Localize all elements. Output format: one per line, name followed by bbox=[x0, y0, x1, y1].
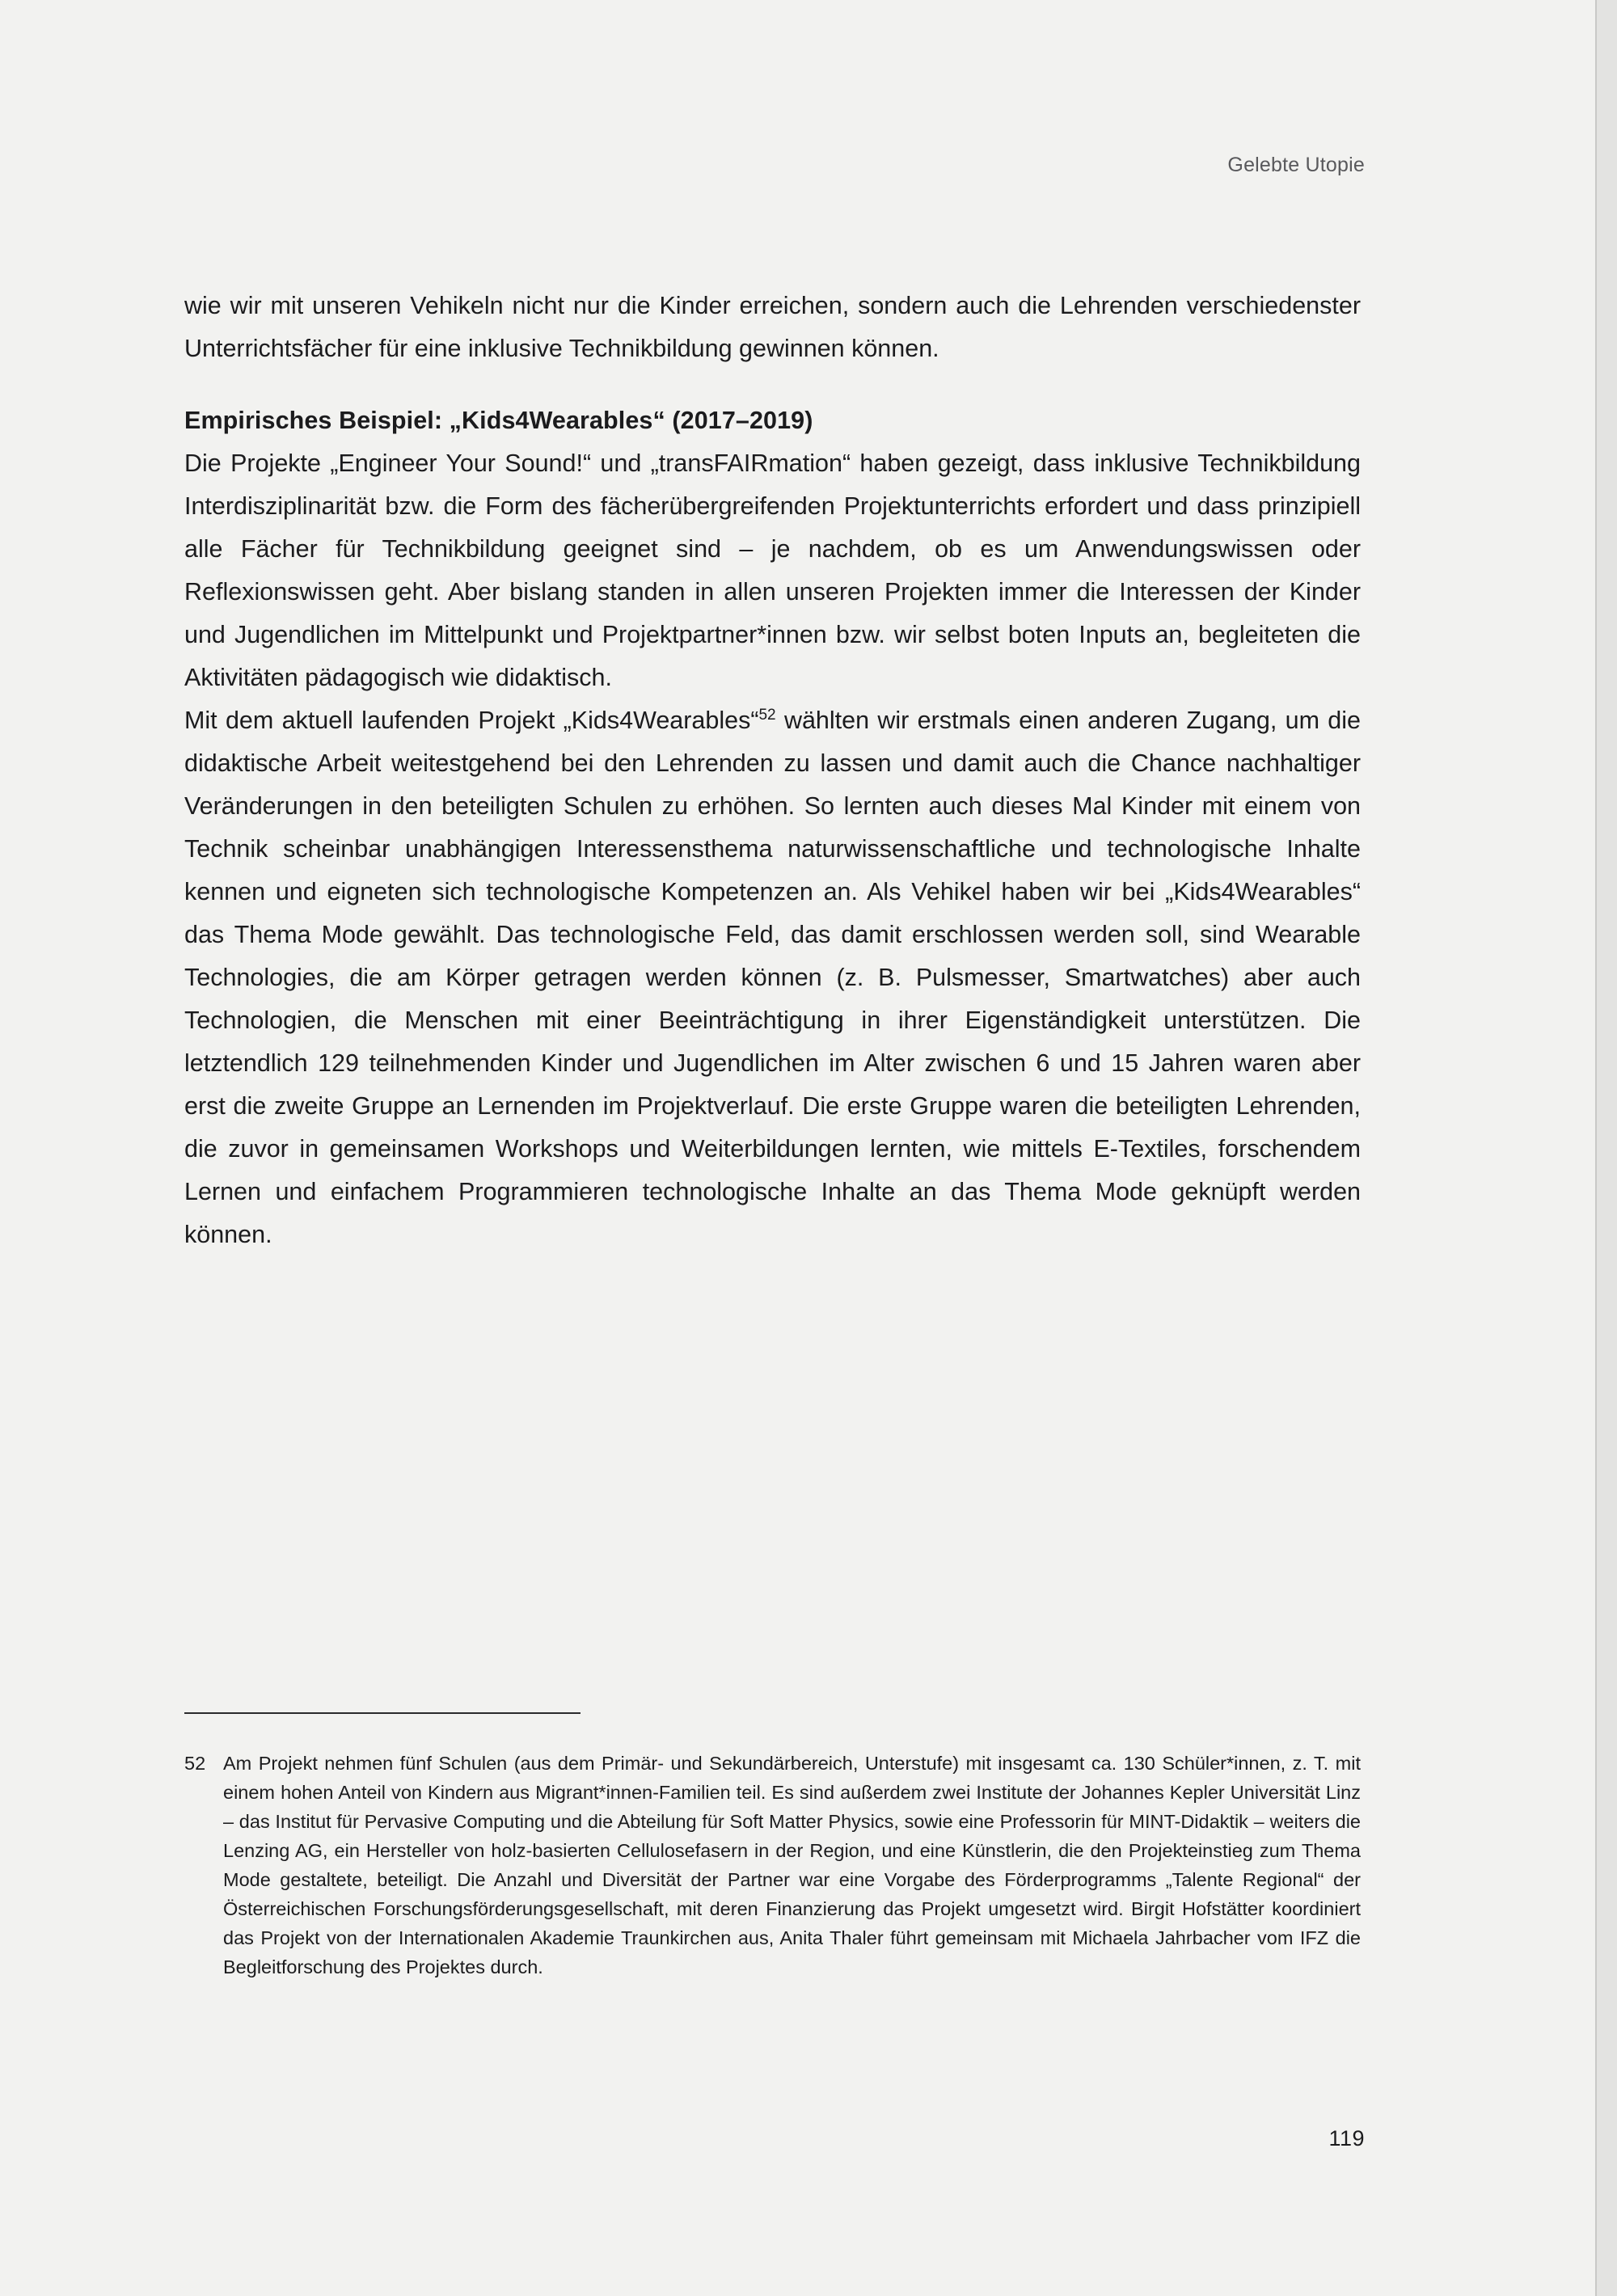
paragraph-kids4wearables bbox=[184, 699, 1361, 1256]
book-gutter-edge bbox=[1595, 0, 1617, 2296]
note-ref-suffix: wählten wir erstmals einen anderen Zugang, um die didaktische Arbeit weitestgehend bei den Lehrenden zu lassen und damit auch die Chance nachhaltiger Veränderungen in den beteiligten Schulen zu erhöhen. So lernten auch dieses Mal Kinder mit einem von Technik scheinbar unabhängigen Interessensthema naturwissenschaftliche und technologische Inhalte kennen und eigneten sich technologische Kompetenzen an. Als Vehikel haben wir bei „Kids4Wearables“ das Thema Mode gewählt. Das technologische Feld, das damit erschlossen werden soll, sind Wearable Technologies, die am Körper getragen werden können (z. B. Pulsmesser, Smartwatches) aber auch Technologien, die Menschen mit einer Beeinträchtigung in ihrer Eigenständigkeit unterstützen. Die letztendlich 129 teilnehmenden Kinder und Jugendlichen im Alter zwischen 6 und 15 Jahren waren aber erst die zweite Gruppe an Lernenden im Projektverlauf. Die erste Gruppe waren die beteiligten Lehrenden, die zuvor in gemeinsamen Workshops und Weiterbildungen lernten, wie mittels E-Textiles, forschendem Lernen und einfachem Programmieren technologische Inhalte an das Thema Mode geknüpft werden können. bbox=[184, 707, 1361, 1248]
footnote-block bbox=[184, 1749, 1361, 1982]
note-ref-prefix: Mit dem aktuell laufenden Projekt „Kids4Wearables“ bbox=[184, 707, 759, 734]
footnote-text: Am Projekt nehmen fünf Schulen (aus dem Primär- und Sekundärbereich, Unterstufe) mit insgesamt ca. 130 Schüler*innen, z. T. mit einem hohen Anteil von Kindern aus Migrant*innen-Familien teil. Es sind außerdem zwei Institute der Johannes Kepler Universität Linz – das Institut für Pervasive Computing und die Abteilung für Soft Matter Physics, sowie eine Professorin für MINT-Didaktik – weiters die Lenzing AG, ein Hersteller von holz-basierten Cellulosefasern in der Region, und eine Künstlerin, die den Projekteinstieg zum Thema Mode gestaltete, beteiligt. Die Anzahl und Diversität der Partner war eine Vorgabe des Förderprogramms „Talente Regional“ der Österreichischen Forschungsförderungsgesellschaft, mit deren Finanzierung das Projekt umgesetzt wird. Birgit Hofstätter koordiniert das Projekt von der Internationalen Akademie Traunkirchen aus, Anita Thaler führt gemeinsam mit Michaela Jahrbacher vom IFZ die Begleitforschung des Projektes durch. bbox=[223, 1753, 1361, 1977]
footnote-marker[interactable]: 52 bbox=[758, 706, 776, 724]
paragraph-projects bbox=[184, 442, 1361, 699]
footnote-number: 52 bbox=[184, 1753, 206, 1774]
section-subheading: Empirisches Beispiel: „Kids4Wearables“ (2017–2019) bbox=[184, 407, 813, 434]
running-head: Gelebte Utopie bbox=[1227, 154, 1365, 176]
page-content bbox=[184, 0, 1365, 2296]
body-text-column bbox=[184, 285, 1361, 1256]
footnote-divider bbox=[184, 1712, 581, 1714]
page-number: 119 bbox=[1328, 2126, 1365, 2150]
paragraph-intro: wie wir mit unseren Vehikeln nicht nur die Kinder erreichen, sondern auch die Lehrenden verschiedenster Unterrichtsfächer für eine inklusive Technikbildung gewinnen können. bbox=[184, 292, 1361, 362]
paragraph-spacer bbox=[184, 370, 1361, 399]
paragraph-projects-text: Die Projekte „Engineer Your Sound!“ und „transFAIRmation“ haben gezeigt, dass inklusive Technikbildung Interdisziplinarität bzw. die Form des fächerübergreifenden Projektunterrichts erfordert und dass prinzipiell alle Fächer für Technikbildung geeignet sind – je nachdem, ob es um Anwendungswissen oder Reflexionswissen geht. Aber bislang standen in allen unseren Projekten immer die Interessen der Kinder und Jugendlichen im Mittelpunkt und Projektpartner*innen bzw. wir selbst boten Inputs an, begleiteten die Aktivitäten pädagogisch wie didaktisch. bbox=[184, 449, 1361, 691]
